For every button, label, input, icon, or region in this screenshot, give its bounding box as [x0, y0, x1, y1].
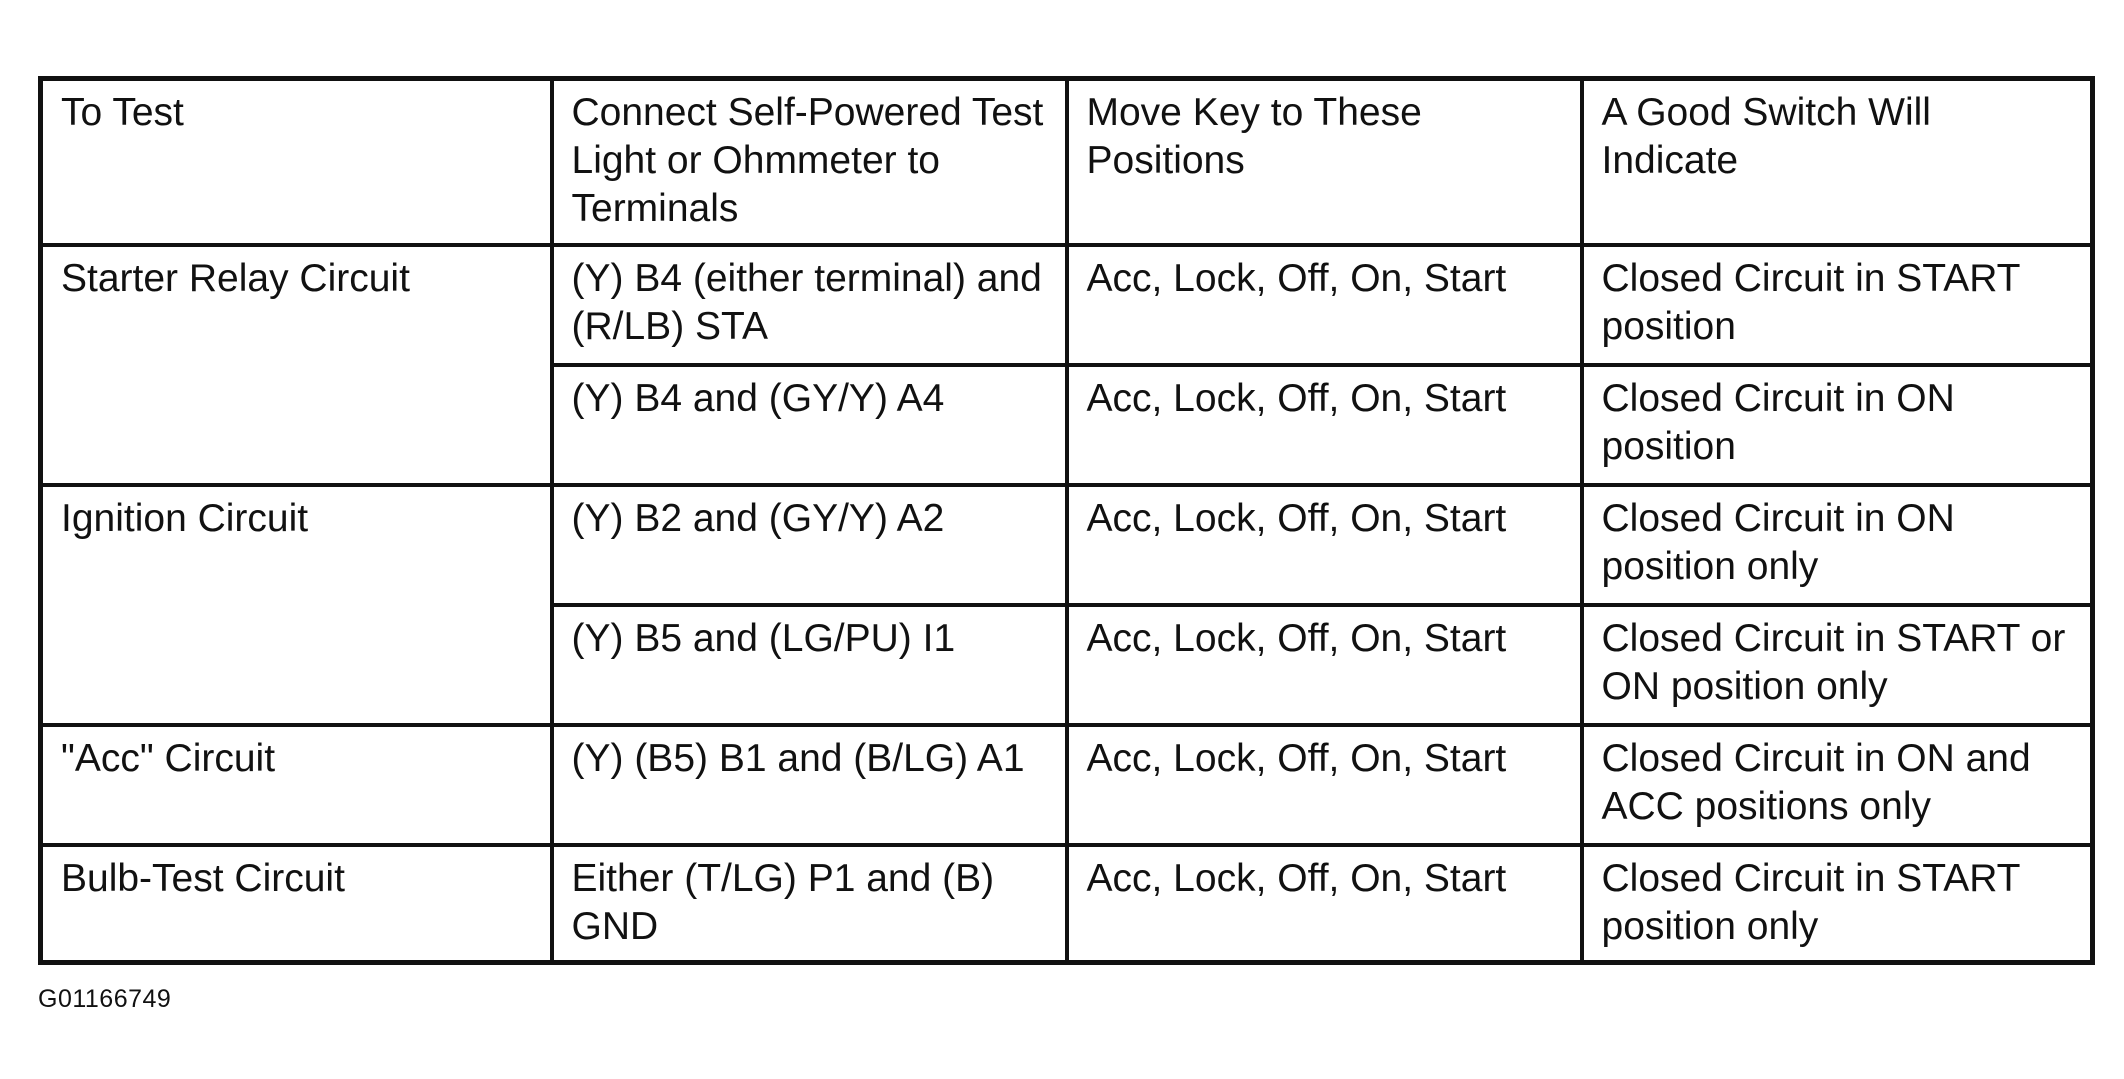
terminals-cell: (Y) B5 and (LG/PU) I1: [552, 605, 1067, 725]
terminals-cell: (Y) B4 and (GY/Y) A4: [552, 365, 1067, 485]
header-to-test: To Test: [41, 79, 552, 245]
header-connect-terminals: Connect Self-Powered Test Light or Ohmmeter to Terminals: [552, 79, 1067, 245]
table-row: [41, 485, 2093, 605]
positions-cell: Acc, Lock, Off, On, Start: [1067, 605, 1582, 725]
circuit-cell-ignition: Ignition Circuit: [41, 485, 552, 725]
header-key-positions: Move Key to These Positions: [1067, 79, 1582, 245]
positions-cell: Acc, Lock, Off, On, Start: [1067, 845, 1582, 963]
positions-cell: Acc, Lock, Off, On, Start: [1067, 485, 1582, 605]
figure-id: G01166749: [38, 985, 172, 1013]
ignition-switch-test-table: [38, 76, 2095, 965]
circuit-cell-bulb-test: Bulb-Test Circuit: [41, 845, 552, 963]
header-good-switch-indication: A Good Switch Will Indicate: [1582, 79, 2093, 245]
circuit-cell-acc: "Acc" Circuit: [41, 725, 552, 845]
terminals-cell: Either (T/LG) P1 and (B) GND: [552, 845, 1067, 963]
indication-cell: Closed Circuit in START position: [1582, 245, 2093, 365]
terminals-cell: (Y) (B5) B1 and (B/LG) A1: [552, 725, 1067, 845]
terminals-cell: (Y) B4 (either terminal) and (R/LB) STA: [552, 245, 1067, 365]
positions-cell: Acc, Lock, Off, On, Start: [1067, 725, 1582, 845]
header-row: [41, 79, 2093, 245]
positions-cell: Acc, Lock, Off, On, Start: [1067, 365, 1582, 485]
positions-cell: Acc, Lock, Off, On, Start: [1067, 245, 1582, 365]
circuit-cell-starter-relay: Starter Relay Circuit: [41, 245, 552, 485]
indication-cell: Closed Circuit in ON position only: [1582, 485, 2093, 605]
table-row: [41, 245, 2093, 365]
terminals-cell: (Y) B2 and (GY/Y) A2: [552, 485, 1067, 605]
table-row: [41, 845, 2093, 963]
indication-cell: Closed Circuit in ON and ACC positions only: [1582, 725, 2093, 845]
indication-cell: Closed Circuit in START or ON position only: [1582, 605, 2093, 725]
indication-cell: Closed Circuit in START position only: [1582, 845, 2093, 963]
indication-cell: Closed Circuit in ON position: [1582, 365, 2093, 485]
table-row: [41, 725, 2093, 845]
